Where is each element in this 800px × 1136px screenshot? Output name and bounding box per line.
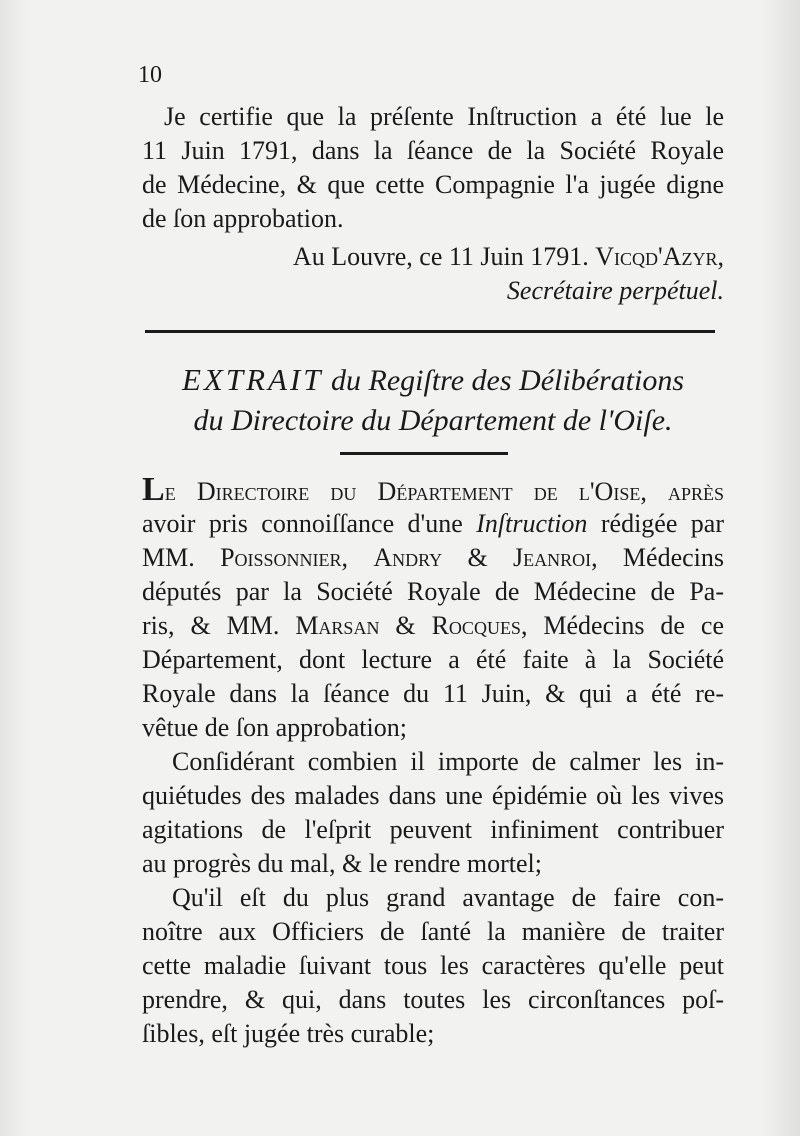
- extract-title: [142, 360, 724, 441]
- body-text: [142, 473, 724, 1051]
- certification-paragraph: [142, 100, 724, 308]
- cert-line-4: de ſon approbation.: [142, 204, 344, 233]
- name-rocques: Rocques: [431, 611, 521, 640]
- body-line-8: vêtue de ſon approbation;: [142, 713, 407, 742]
- p3-line-2: noître aux Officiers de ſanté la manière de traiter: [142, 917, 724, 946]
- body-line-3-a: MM.: [142, 543, 195, 572]
- name-jeanroi: Jeanroi: [513, 543, 592, 572]
- body-line-5-a: ris, & MM.: [142, 611, 280, 640]
- signatory-name: Vicqd'Azyr,: [595, 242, 724, 271]
- place-date: Au Louvre, ce 11 Juin 1791.: [292, 242, 589, 271]
- cert-line-3: de Médecine, & que cette Compagnie l'a jugée digne: [142, 170, 724, 199]
- instruction-word: Inſtruction: [476, 509, 588, 538]
- body-line-6: Département, dont lecture a été faite à la Société: [142, 645, 724, 674]
- body-line-2: [142, 507, 724, 541]
- body-line-3: [142, 541, 724, 575]
- extract-title-rest: du Regiſtre des Délibérations: [331, 364, 685, 397]
- name-andry: Andry: [373, 543, 443, 572]
- p3-line-1: Qu'il eſt du plus grand avantage de faire con-: [172, 883, 724, 912]
- place-date-line: [142, 240, 724, 274]
- body-line-5: [142, 609, 724, 643]
- p2-line-4: au progrès du mal, & le rendre mortel;: [142, 849, 542, 878]
- body-line-7: Royale dans la ſéance du 11 Juin, & qui a été re-: [142, 679, 724, 708]
- p3-line-5: ſibles, eſt jugée très curable;: [142, 1019, 435, 1048]
- name-poissonnier: Poissonnier: [220, 543, 342, 572]
- body-line-5-c: , Médecins de ce: [520, 611, 725, 640]
- page-number: 10: [138, 62, 162, 88]
- title-underline: [340, 452, 508, 455]
- p3-line-4: prendre, & qui, dans toutes les circonſtances poſ-: [142, 985, 724, 1014]
- name-marsan: Marsan: [295, 611, 380, 640]
- body-line-2-a: avoir pris connoiſſance d'une: [142, 509, 463, 538]
- drop-cap: L: [142, 471, 165, 508]
- p3-line-3: cette maladie ſuivant tous les caractères qu'elle peut: [142, 951, 724, 980]
- extract-title-line-2: du Directoire du Département de l'Oiſe.: [193, 404, 673, 437]
- p2-line-2: quiétudes des malades dans une épidémie où les vives: [142, 781, 724, 810]
- body-line-3-d: , Médecins: [591, 543, 725, 572]
- body-line-1-text: e Directoire du Département de l'Oiſe, après: [164, 477, 724, 506]
- p2-line-1: Conſidérant combien il importe de calmer les in-: [172, 747, 724, 776]
- body-line-3-amp: &: [467, 543, 488, 572]
- body-line-5-amp: &: [395, 611, 416, 640]
- extract-title-line-1: [142, 360, 724, 401]
- body-line-3-comma: ,: [341, 543, 349, 572]
- body-line-2-b: rédigée par: [600, 509, 725, 538]
- body-line-4: députés par la Société Royale de Médecine de Pa-: [142, 577, 724, 606]
- signatory-title: Secrétaire perpétuel.: [506, 276, 724, 305]
- cert-line-2: 11 Juin 1791, dans la ſéance de la Société Royale: [142, 136, 724, 165]
- cert-line-1: Je certifie que la préſente Inſtruction a été lue le: [164, 102, 724, 131]
- section-divider: [145, 330, 715, 333]
- p2-line-3: agitations de l'eſprit peuvent infiniment contribuer: [142, 815, 724, 844]
- extract-title-word: EXTRAIT: [181, 362, 324, 397]
- body-line-1: [142, 473, 724, 507]
